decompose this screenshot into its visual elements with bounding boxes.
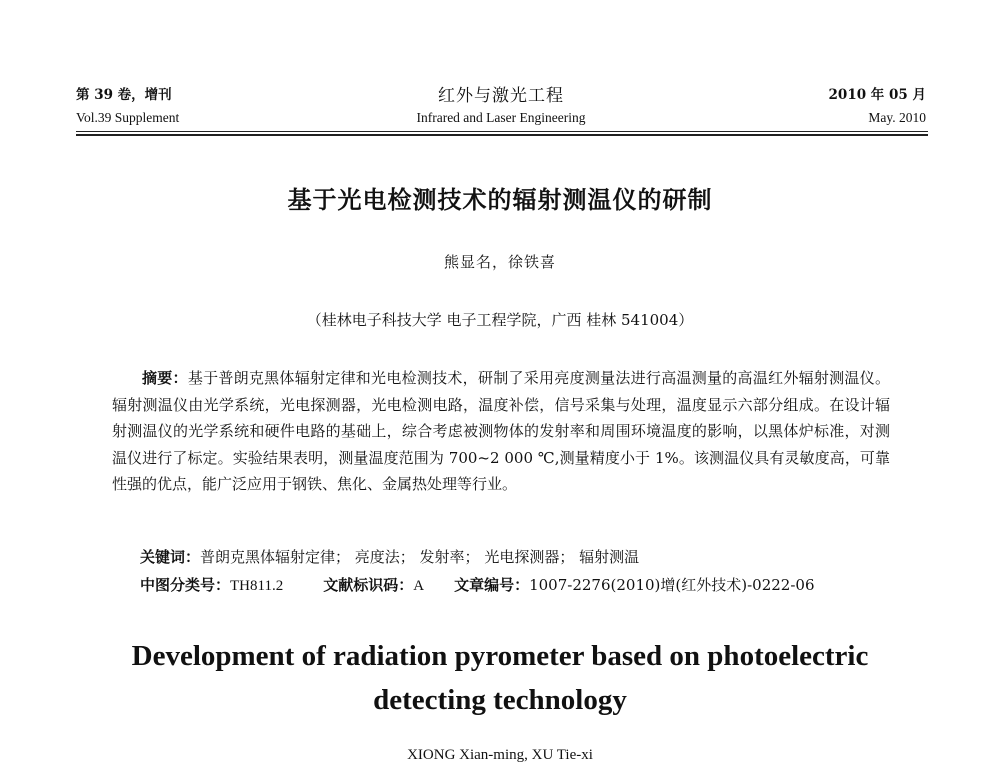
article-no-label: 文章编号：: [454, 576, 530, 594]
doc-code-field: [323, 575, 424, 596]
article-no-field: [454, 575, 814, 595]
classification-line: [140, 575, 900, 596]
clc-label: 中图分类号：: [140, 576, 231, 594]
journal-name-cn: 红外与激光工程: [438, 86, 564, 106]
volume-cn: 第 39 卷，增刊: [76, 87, 172, 103]
paper-title-en: [0, 634, 1000, 722]
abstract-label: 摘要：: [142, 369, 188, 387]
issue-date-en: May. 2010: [868, 110, 926, 125]
volume-en: Vol.39 Supplement: [76, 110, 180, 125]
clc-field: [140, 575, 283, 596]
issue-date-cn: 2010 年 05 月: [828, 87, 926, 103]
header-rule-thick: [76, 134, 928, 136]
affiliation-cn: （桂林电子科技大学 电子工程学院，广西 桂林 541004）: [306, 311, 694, 329]
journal-name-en: Infrared and Laser Engineering: [416, 110, 586, 125]
keywords-text: 普朗克黑体辐射定律； 亮度法； 发射率； 光电探测器； 辐射测温: [200, 548, 640, 566]
paper-title-en-line2: detecting technology: [373, 684, 627, 716]
abstract-cn: [112, 365, 890, 498]
clc-value: TH811.2: [230, 578, 284, 594]
paper-title-cn: 基于光电检测技术的辐射测温仪的研制: [287, 186, 713, 214]
doc-code-value: A: [413, 578, 425, 594]
journal-header: [76, 86, 926, 130]
article-no-value: 1007-2276(2010)增(红外技术)-0222-06: [529, 576, 815, 594]
journal-name: [76, 86, 926, 127]
authors-en: XIONG Xian-ming, XU Tie-xi: [407, 747, 593, 763]
authors-cn: 熊显名，徐铁喜: [443, 253, 556, 271]
abstract-text: 基于普朗克黑体辐射定律和光电检测技术，研制了采用亮度测量法进行高温测量的高温红外辐射测温仪。辐射测温仪由光学系统，光电探测器，光电检测电路，温度补偿，信号采集与处理，温度显示六部分组成。在设计辐射测温仪的光学系统和硬件电路的基础上，综合考虑被测物体的发射率和周围环境温度的影响，以黑体炉标准，对测温仪进行了标定。实验结果表明，测量温度范围为 700~2 000 ℃,测量精度小于 1%。该测温仪具有灵敏度高，可靠性强的优点，能广泛应用于钢铁、焦化、金属热处理等行业。: [112, 369, 890, 493]
keywords-cn: [140, 547, 900, 567]
header-rule-thin: [76, 131, 928, 132]
doc-code-label: 文献标识码：: [323, 576, 414, 594]
keywords-label: 关键词：: [140, 548, 201, 566]
issue-date: [829, 86, 926, 127]
paper-title-en-line1: Development of radiation pyrometer based on photoelectric: [131, 640, 869, 672]
